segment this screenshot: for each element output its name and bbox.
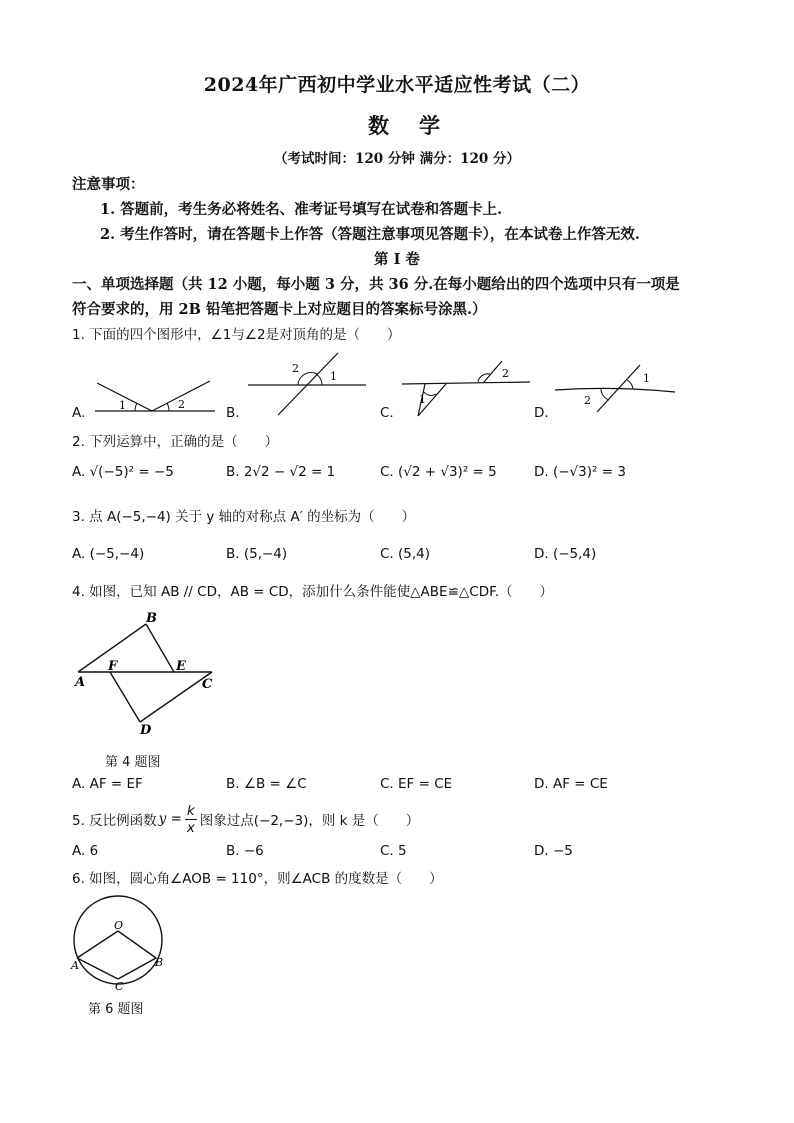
q4-point-c: C bbox=[202, 677, 213, 692]
q4-figure-caption: 第 4 题图 bbox=[105, 755, 161, 770]
notice-item-1: 1. 答题前，考生务必将姓名、准考证号填写在试卷和答题卡上. bbox=[100, 201, 503, 218]
q3-stem: 3. 点 A(−5,−4) 关于 y 轴的对称点 A′ 的坐标为（ ） bbox=[72, 509, 416, 525]
q2-option-b[interactable]: B. 2√2 − √2 = 1 bbox=[226, 464, 336, 480]
q1-a-label-1: 1 bbox=[119, 399, 126, 412]
q3-option-c[interactable]: C. (5,4) bbox=[380, 546, 431, 562]
q4-stem: 4. 如图，已知 AB // CD，AB = CD，添加什么条件能使△ABE≌△CDF.（ ） bbox=[72, 584, 553, 600]
q5-option-c[interactable]: C. 5 bbox=[380, 843, 407, 859]
q4-option-b[interactable]: B. ∠B = ∠C bbox=[226, 776, 307, 792]
q1-figure-c bbox=[402, 358, 532, 418]
q1-figure-b bbox=[248, 350, 368, 415]
q2-stem: 2. 下列运算中，正确的是（ ） bbox=[72, 434, 279, 450]
q1-d-label-1: 1 bbox=[643, 372, 650, 385]
q3-option-b[interactable]: B. (5,−4) bbox=[226, 546, 288, 562]
q4-point-e: E bbox=[176, 659, 186, 674]
volume-label: 第 I 卷 bbox=[374, 251, 420, 268]
q5-option-d[interactable]: D. −5 bbox=[534, 843, 573, 859]
q6-figure bbox=[68, 893, 172, 993]
q5-fraction-num: k bbox=[186, 802, 195, 819]
q4-figure bbox=[70, 608, 220, 738]
q1-b-label-2: 2 bbox=[292, 362, 299, 375]
q1-c-label-1: 1 bbox=[419, 393, 426, 406]
notice-heading: 注意事项： bbox=[72, 176, 145, 193]
notice-item-2: 2. 考生作答时，请在答题卡上作答（答题注意事项见答题卡），在本试卷上作答无效. bbox=[100, 226, 640, 243]
q4-point-d: D bbox=[140, 723, 152, 738]
section-heading-line1: 一、单项选择题（共 12 小题，每小题 3 分，共 36 分.在每小题给出的四个选项中只有一项是 bbox=[72, 276, 680, 293]
q5-stem-prefix: 5. 反比例函数 bbox=[72, 813, 157, 829]
q2-option-d[interactable]: D. (−√3)² = 3 bbox=[534, 464, 626, 480]
q5-stem-suffix: 图象过点(−2,−3)，则 k 是（ ） bbox=[199, 813, 420, 829]
q1-stem: 1. 下面的四个图形中，∠1与∠2是对顶角的是（ ） bbox=[72, 327, 401, 343]
q1-option-b[interactable]: B. bbox=[226, 405, 240, 421]
q4-point-a: A bbox=[75, 675, 86, 690]
subject-title: 数学 bbox=[368, 113, 470, 138]
q1-a-label-2: 2 bbox=[178, 398, 185, 411]
q1-option-d[interactable]: D. bbox=[534, 405, 549, 421]
q6-figure-caption: 第 6 题图 bbox=[88, 1002, 144, 1017]
q4-option-a[interactable]: A. AF = EF bbox=[72, 776, 143, 792]
q5-stem bbox=[72, 800, 419, 838]
q1-option-a[interactable]: A. bbox=[72, 405, 86, 421]
q2-option-a[interactable]: A. √(−5)² = −5 bbox=[72, 464, 174, 480]
q6-point-c: C bbox=[115, 980, 124, 993]
q4-point-f: F bbox=[108, 659, 118, 674]
q3-option-a[interactable]: A. (−5,−4) bbox=[72, 546, 145, 562]
q3-option-d[interactable]: D. (−5,4) bbox=[534, 546, 597, 562]
q4-option-d[interactable]: D. AF = CE bbox=[534, 776, 608, 792]
q5-option-a[interactable]: A. 6 bbox=[72, 843, 99, 859]
q1-d-label-2: 2 bbox=[584, 394, 591, 407]
q5-fraction-den: x bbox=[186, 819, 195, 836]
section-heading-line2: 符合要求的，用 2B 铅笔把答题卡上对应题目的答案标号涂黑.） bbox=[72, 301, 487, 318]
exam-time-info: （考试时间：120 分钟 满分：120 分） bbox=[274, 151, 520, 167]
q5-func-y: y = bbox=[158, 811, 182, 827]
q1-b-label-1: 1 bbox=[330, 370, 337, 383]
q6-point-o: O bbox=[114, 919, 124, 932]
q6-point-b: B bbox=[155, 956, 164, 969]
exam-title: 2024年广西初中学业水平适应性考试（二） bbox=[203, 74, 591, 96]
q5-fraction bbox=[185, 803, 197, 836]
q4-point-b: B bbox=[146, 611, 157, 626]
q5-option-b[interactable]: B. −6 bbox=[226, 843, 264, 859]
q6-point-a: A bbox=[71, 959, 79, 972]
q1-option-c[interactable]: C. bbox=[380, 405, 394, 421]
q2-option-c[interactable]: C. (√2 + √3)² = 5 bbox=[380, 464, 497, 480]
q1-figure-a bbox=[95, 375, 215, 415]
q4-option-c[interactable]: C. EF = CE bbox=[380, 776, 453, 792]
q1-figure-d bbox=[555, 362, 680, 412]
q1-c-label-2: 2 bbox=[502, 367, 509, 380]
q6-stem: 6. 如图，圆心角∠AOB = 110°，则∠ACB 的度数是（ ） bbox=[72, 871, 443, 887]
